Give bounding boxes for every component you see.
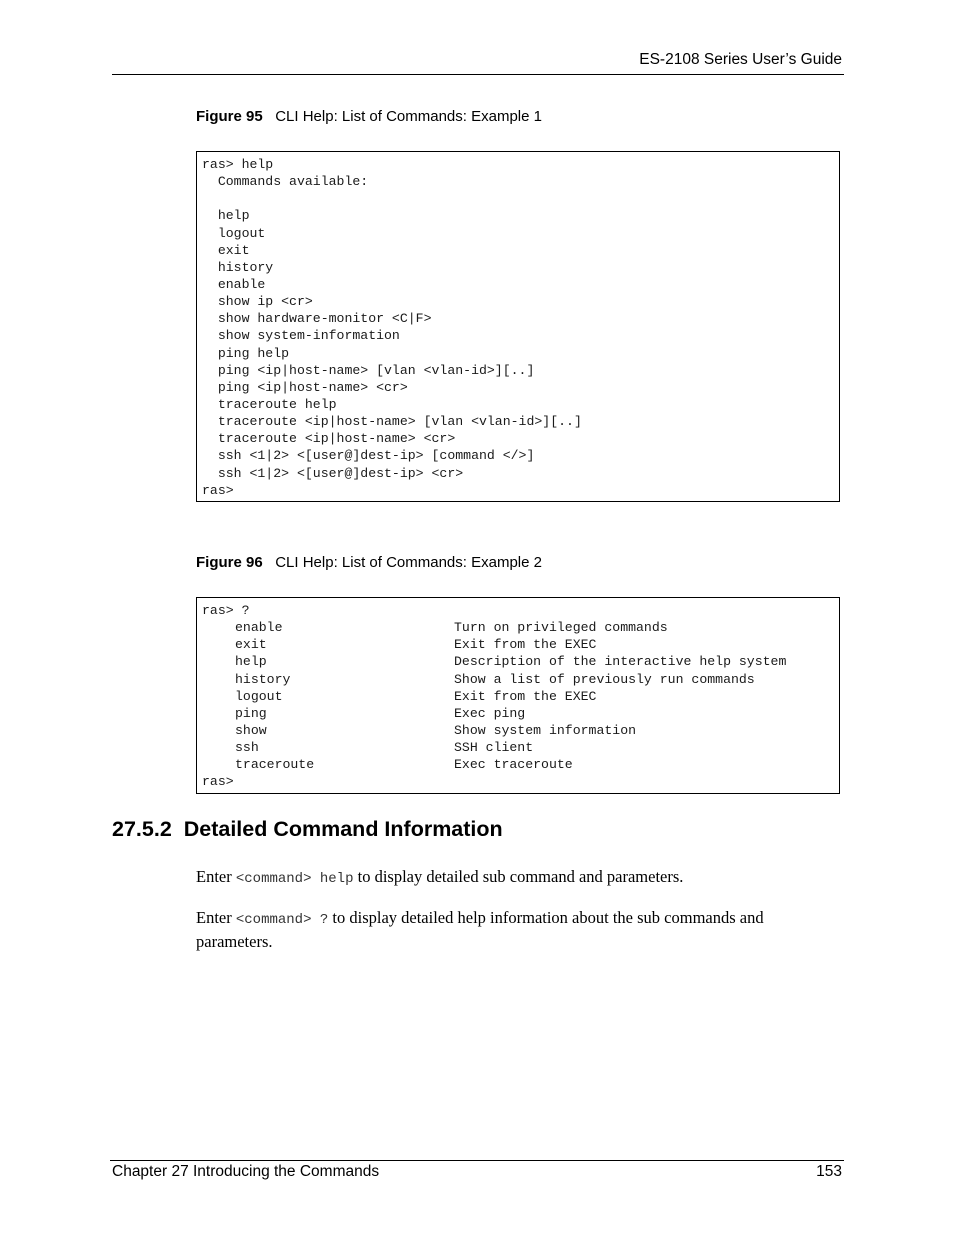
command-name: ping (235, 705, 267, 721)
figure-95-title: CLI Help: List of Commands: Example 1 (275, 108, 542, 125)
figure-96-title: CLI Help: List of Commands: Example 2 (275, 554, 542, 571)
figure-96-caption (196, 554, 542, 571)
inline-code: <command> help (235, 871, 354, 887)
command-name: show (235, 722, 267, 738)
document-title: ES-2108 Series User’s Guide (639, 51, 842, 68)
code-line: enable (202, 276, 266, 292)
code-line: exit (202, 242, 250, 258)
code-row (202, 739, 839, 756)
code-line: traceroute help (202, 396, 337, 412)
code-line: ping <ip|host-name> <cr> (202, 379, 408, 395)
code-line: logout (202, 225, 266, 241)
para-text: to display detailed help information about the sub commands and parameters. (196, 908, 764, 951)
command-name: help (235, 654, 267, 670)
command-description: Exit from the EXEC (454, 637, 597, 653)
code-row (202, 756, 839, 773)
command-name: ssh (235, 740, 259, 756)
code-row (202, 653, 839, 670)
code-row (202, 671, 839, 688)
para-text: Enter (196, 908, 236, 927)
section-heading: 27.5.2 Detailed Command Information (112, 817, 503, 841)
command-description: Description of the interactive help system (454, 654, 787, 670)
code-line: history (202, 259, 274, 275)
page-footer (110, 1160, 844, 1183)
para-text: Enter (196, 867, 236, 886)
command-description: Exec traceroute (454, 757, 573, 773)
chapter-title: Chapter 27 Introducing the Commands (112, 1163, 380, 1180)
figure-95-code-box (196, 151, 840, 502)
command-name: history (235, 671, 291, 687)
code-line: ping <ip|host-name> [vlan <vlan-id>][..] (202, 362, 535, 378)
code-row (202, 688, 839, 705)
code-line: ssh <1|2> <[user@]dest-ip> <cr> (202, 465, 464, 481)
code-line: traceroute <ip|host-name> [vlan <vlan-id>][..] (202, 414, 582, 430)
paragraph-help (196, 866, 836, 890)
figure-95-label: Figure 95 (196, 108, 263, 125)
code-line: ping help (202, 345, 290, 361)
command-description: SSH client (454, 740, 534, 756)
code-line: show hardware-monitor <C|F> (202, 311, 432, 327)
code-line: ras> ? (202, 603, 250, 618)
command-description: Exec ping (454, 705, 526, 721)
code-line: ssh <1|2> <[user@]dest-ip> [command </>] (202, 448, 535, 464)
code-line: Commands available: (202, 174, 369, 190)
command-description: Exit from the EXEC (454, 688, 597, 704)
command-description: Turn on privileged commands (454, 620, 668, 636)
code-line: show ip <cr> (202, 294, 313, 310)
inline-code: <command> ? (235, 912, 329, 928)
command-name: exit (235, 637, 267, 653)
code-line: help (202, 208, 250, 224)
figure-96-label: Figure 96 (196, 554, 263, 571)
page-number: 153 (816, 1163, 842, 1180)
command-name: traceroute (235, 757, 315, 773)
code-line: show system-information (202, 328, 400, 344)
command-name: enable (235, 620, 283, 636)
paragraph-question (196, 907, 836, 952)
figure-95-caption (196, 108, 542, 125)
command-description: Show system information (454, 722, 637, 738)
code-line: ras> (202, 482, 234, 498)
code-row (202, 722, 839, 739)
figure-96-code-box (196, 597, 840, 794)
code-line (202, 190, 839, 207)
page-header (112, 50, 844, 75)
code-row (202, 705, 839, 722)
code-row (202, 636, 839, 653)
code-line: ras> help (202, 157, 274, 172)
command-description: Show a list of previously run commands (454, 671, 755, 687)
code-line: ras> (202, 774, 234, 790)
command-name: logout (235, 688, 283, 704)
code-line: traceroute <ip|host-name> <cr> (202, 431, 456, 447)
para-text: to display detailed sub command and parameters. (353, 867, 684, 886)
code-row (202, 619, 839, 636)
